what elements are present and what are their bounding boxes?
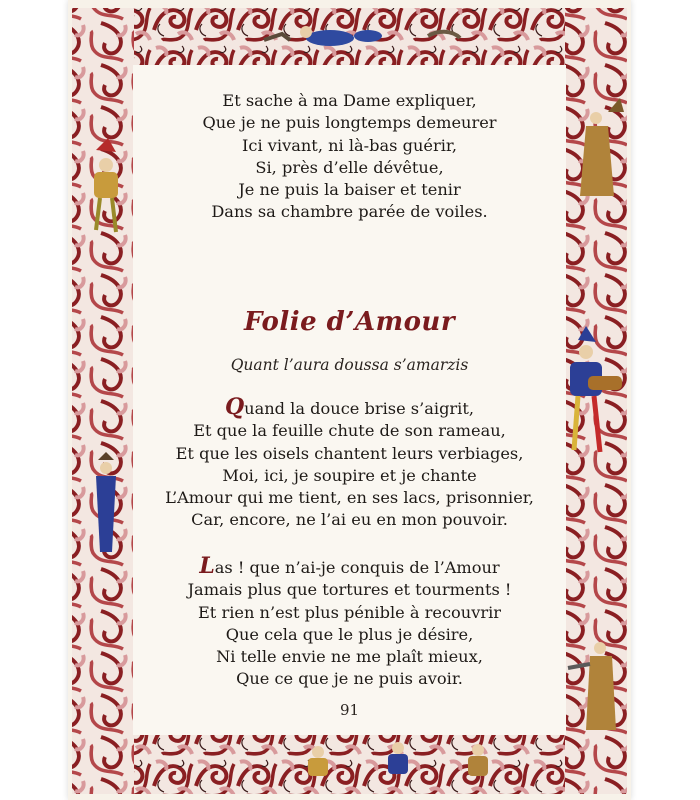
- stanza-1: [133, 90, 566, 224]
- drop-cap: L: [199, 553, 215, 579]
- verse-line: Si, près d’elle dévêtue,: [255, 157, 444, 177]
- poem-title: Folie d’Amour: [243, 307, 456, 337]
- verse-line-rest: uand la douce brise s’aigrit,: [244, 399, 474, 418]
- stanza-3: [133, 553, 566, 691]
- verse-line: Et rien n’est plus pénible à recouvrir: [197, 602, 502, 622]
- verse-line: Que ce que je ne puis avoir.: [236, 669, 463, 689]
- verse-line: Ici vivant, ni là-bas guérir,: [241, 135, 458, 155]
- verse-line: Que cela que le plus je désire,: [225, 624, 474, 644]
- page-number: 91: [339, 701, 360, 719]
- verse-line: Et sache à ma Dame expliquer,: [222, 91, 477, 110]
- verse-line: Et que les oisels chantent leurs verbiages,: [175, 443, 524, 463]
- verse-line-rest: as ! que n’ai-je conquis de l’Amour: [214, 558, 500, 577]
- verse-line: L’Amour qui me tient, en ses lacs, prisonnier,: [165, 488, 534, 508]
- stanza-2: [133, 394, 566, 532]
- verse-line: Dans sa chambre parée de voiles.: [211, 202, 488, 222]
- book-page: [68, 0, 631, 800]
- verse-line: Car, encore, ne l’ai eu en mon pouvoir.: [191, 510, 508, 530]
- verse-line: [133, 553, 566, 579]
- verse-line: Et que la feuille chute de son rameau,: [193, 421, 506, 441]
- poem-subtitle: Quant l’aura doussa s’amarzis: [230, 356, 469, 374]
- verse-line: [133, 394, 566, 420]
- verse-line: Je ne puis la baiser et tenir: [238, 180, 461, 200]
- text-area: [133, 65, 566, 735]
- verse-line: Jamais plus que tortures et tourments !: [187, 580, 512, 600]
- verse-line: Moi, ici, je soupire et je chante: [222, 465, 477, 485]
- verse-line: Ni telle envie ne me plaît mieux,: [216, 647, 483, 667]
- drop-cap: Q: [225, 394, 245, 420]
- verse-line: Que je ne puis longtemps demeurer: [202, 113, 497, 133]
